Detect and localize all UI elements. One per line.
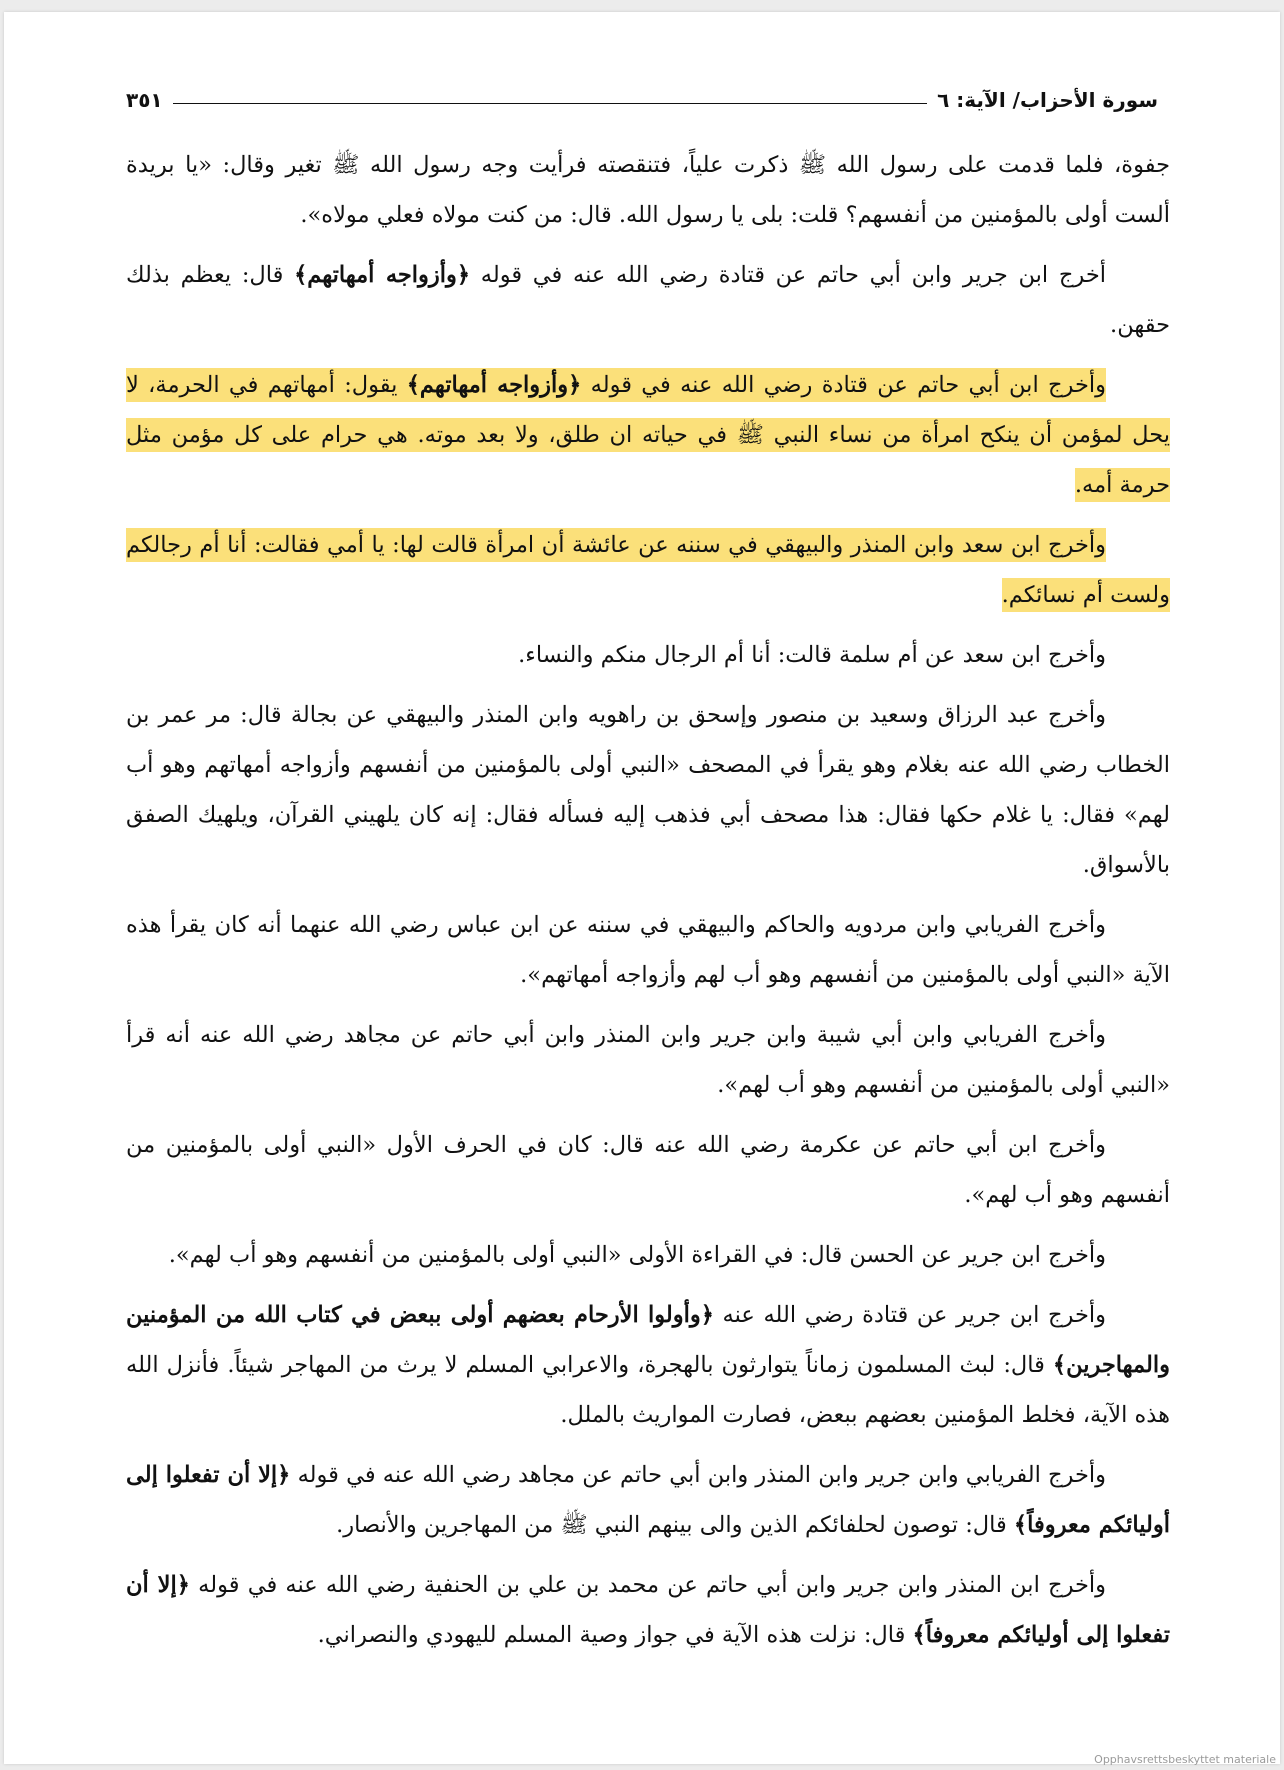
text-segment: وأخرج ابن جرير عن الحسن قال: في القراءة الأولى «النبي أولى بالمؤمنين من أنفسهم وهو أب لهم». xyxy=(168,1242,1106,1268)
highlighted-passage xyxy=(126,528,1170,612)
paragraph-text xyxy=(126,1302,1170,1428)
paragraph xyxy=(126,250,1170,350)
quran-quote: ﴿وأزواجه أمهاتهم﴾ xyxy=(294,262,471,288)
paragraph-text xyxy=(126,1022,1170,1098)
text-segment: جفوة، فلما قدمت على رسول الله ﷺ ذكرت علياً، فتنقصته فرأيت وجه رسول الله ﷺ تغير وقال: «يا بريدة ألست أولى بالمؤمنين من أنفسهم؟ قلت: بلى يا رسول الله. قال: من كنت مولاه فعلي مولاه». xyxy=(126,152,1170,228)
paragraph-text xyxy=(518,642,1106,668)
text-segment: أخرج ابن جرير وابن أبي حاتم عن قتادة رضي الله عنه في قوله xyxy=(470,262,1106,288)
text-segment: وأخرج ابن جرير عن قتادة رضي الله عنه xyxy=(713,1302,1106,1328)
text-segment: يقول: أمهاتهم في الحرمة، لا يحل لمؤمن أن ينكح امرأة من نساء النبي ﷺ في حياته ان طلق، ولا بعد موته. هي حرام على كل مؤمن مثل حرمة أمه. xyxy=(126,372,1170,498)
paragraph xyxy=(126,1010,1170,1110)
text-segment: وأخرج عبد الرزاق وسعيد بن منصور وإسحق بن راهويه وابن المنذر والبيهقي عن بجالة قال: مر عمر بن الخطاب رضي الله عنه بغلام وهو يقرأ في المصحف «النبي أولى بالمؤمنين من أنفسهم وأزواجه أمهاتهم وهو أب لهم» فقال: يا غلام حكها فقال: هذا مصحف أبي فذهب إليه فسأله فقال: إنه كان يلهيني القرآن، ويلهيك الصفق بالأسواق. xyxy=(126,702,1170,878)
paragraph xyxy=(126,1230,1170,1280)
text-segment: وأخرج الفريابي وابن مردويه والحاكم والبيهقي في سننه عن ابن عباس رضي الله عنهما أنه كان يقرأ هذه الآية «النبي أولى بالمؤمنين من أنفسهم وهو أب لهم وأزواجه أمهاتهم». xyxy=(126,912,1170,988)
header-rule xyxy=(173,103,927,104)
quran-quote: ﴿وأولوا الأرحام بعضهم أولى ببعض في كتاب الله من المؤمنين والمهاجرين﴾ xyxy=(126,1302,1170,1378)
quran-quote: ﴿إلا أن تفعلوا إلى أوليائكم معروفاً﴾ xyxy=(126,1462,1170,1538)
paragraph xyxy=(126,1560,1170,1660)
paragraph xyxy=(126,520,1170,620)
paragraph-text xyxy=(126,1462,1170,1538)
page-number: ٣٥١ xyxy=(126,88,163,112)
text-segment: وأخرج الفريابي وابن أبي شيبة وابن جرير وابن المنذر وابن أبي حاتم عن مجاهد رضي الله عنه أنه قرأ «النبي أولى بالمؤمنين من أنفسهم وهو أب لهم». xyxy=(126,1022,1170,1098)
paragraph xyxy=(126,360,1170,510)
text-segment: وأخرج ابن المنذر وابن جرير وابن أبي حاتم عن محمد بن علي بن الحنفية رضي الله عنه في قوله xyxy=(189,1572,1107,1598)
paragraph-text xyxy=(126,702,1170,878)
text-segment: قال: يعظم بذلك حقهن. xyxy=(126,262,1170,338)
text-segment: قال: توصون لحلفائكم الذين والى بينهم النبي ﷺ من المهاجرين والأنصار. xyxy=(336,1512,1014,1538)
paragraph-text xyxy=(126,262,1170,338)
paragraph xyxy=(126,630,1170,680)
paragraph xyxy=(126,140,1170,240)
paragraph xyxy=(126,690,1170,890)
text-segment: وأخرج ابن أبي حاتم عن قتادة رضي الله عنه في قوله xyxy=(581,372,1106,398)
quran-quote: ﴿إلا أن تفعلوا إلى أوليائكم معروفاً﴾ xyxy=(126,1572,1170,1648)
paragraph xyxy=(126,1120,1170,1220)
paragraph xyxy=(126,900,1170,1000)
page-header xyxy=(126,72,1158,112)
text-segment: قال: نزلت هذه الآية في جواز وصية المسلم لليهودي والنصراني. xyxy=(317,1622,913,1648)
surah-title: سورة الأحزاب/ الآية: ٦ xyxy=(937,88,1158,112)
text-segment: وأخرج الفريابي وابن جرير وابن المنذر وابن أبي حاتم عن مجاهد رضي الله عنه في قوله xyxy=(290,1462,1107,1488)
paragraph-text xyxy=(126,152,1170,228)
paragraph-text xyxy=(169,1242,1106,1268)
paragraph xyxy=(126,1290,1170,1440)
paragraph-text xyxy=(126,1132,1170,1208)
text-segment: وأخرج ابن سعد عن أم سلمة قالت: أنا أم الرجال منكم والنساء. xyxy=(518,642,1106,668)
quran-quote: ﴿وأزواجه أمهاتهم﴾ xyxy=(406,372,582,398)
paragraph-text xyxy=(126,1572,1170,1648)
copyright-watermark: Opphavsrettsbeskyttet materiale xyxy=(1094,1753,1276,1766)
paragraph-text xyxy=(126,912,1170,988)
text-segment: قال: لبث المسلمون زماناً يتوارثون بالهجرة، والاعرابي المسلم لا يرث من المهاجر شيئاً. فأنزل الله هذه الآية، فخلط المؤمنين بعضهم ببعض، فصارت المواريث بالملل. xyxy=(126,1352,1170,1428)
paragraph xyxy=(126,1450,1170,1550)
highlighted-passage xyxy=(126,368,1170,502)
page-body xyxy=(126,140,1170,1670)
document-page xyxy=(4,12,1280,1764)
text-segment: وأخرج ابن أبي حاتم عن عكرمة رضي الله عنه قال: كان في الحرف الأول «النبي أولى بالمؤمنين من أنفسهم وهو أب لهم». xyxy=(126,1132,1170,1208)
text-segment: وأخرج ابن سعد وابن المنذر والبيهقي في سننه عن عائشة أن امرأة قالت لها: يا أمي فقالت: أنا أم رجالكم ولست أم نسائكم. xyxy=(126,532,1170,608)
